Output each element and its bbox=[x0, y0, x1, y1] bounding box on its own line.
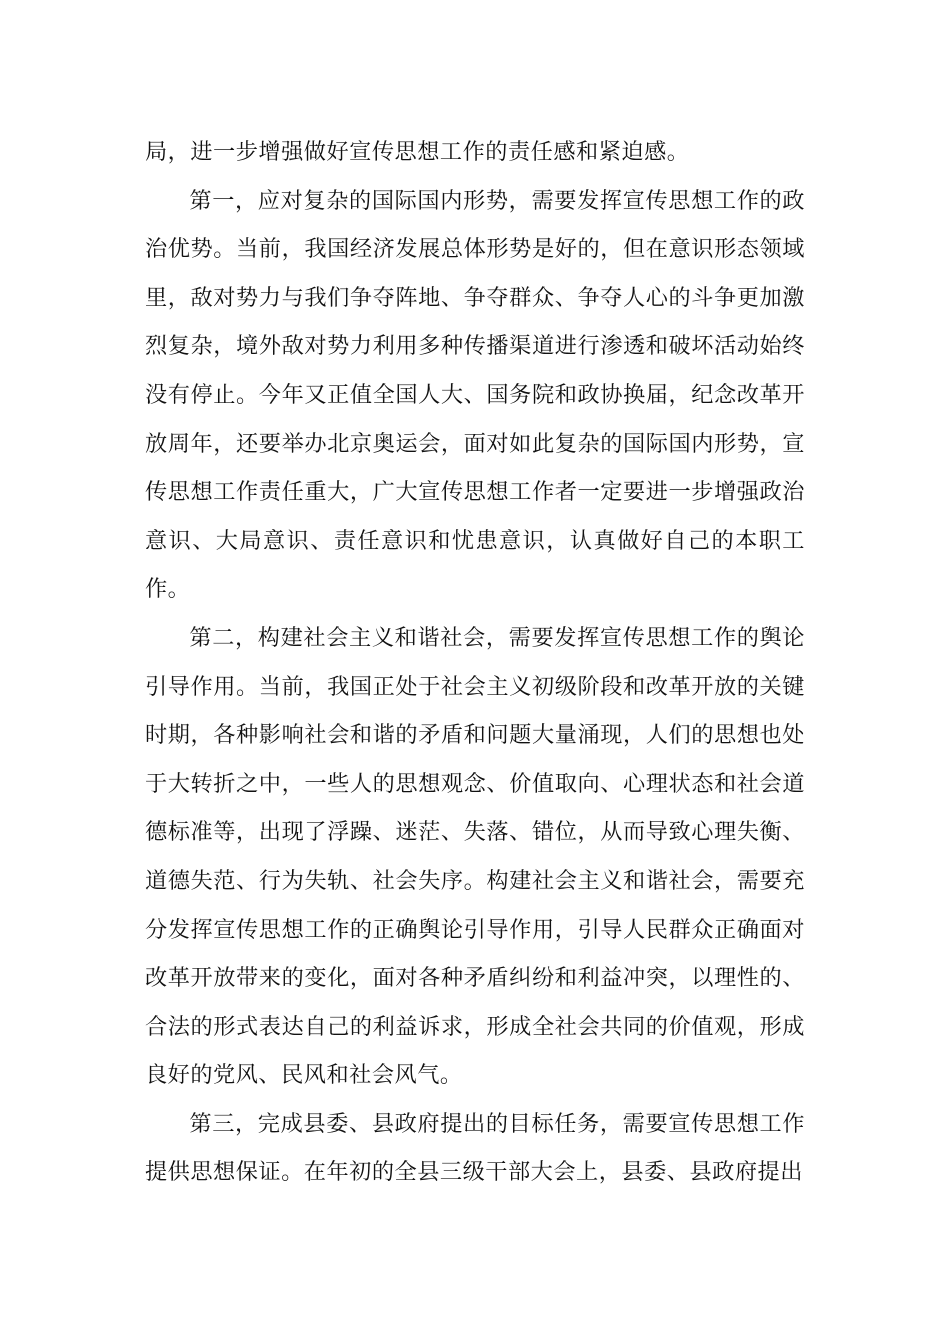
paragraph-first-point: 第一，应对复杂的国际国内形势，需要发挥宣传思想工作的政治优势。当前，我国经济发展总体形势是好的，但在意识形态领域里，敌对势力与我们争夺阵地、争夺群众、争夺人心的斗争更加激烈复杂，境外敌对势力利用多种传播渠道进行渗透和破坏活动始终没有停止。今年又正值全国人大、国务院和政协换届，纪念改革开放周年，还要举办北京奥运会，面对如此复杂的国际国内形势，宣传思想工作责任重大，广大宣传思想工作者一定要进一步增强政治意识、大局意识、责任意识和忧患意识，认真做好自己的本职工作。 bbox=[145, 187, 805, 603]
paragraph-second-point: 第二，构建社会主义和谐社会，需要发挥宣传思想工作的舆论引导作用。当前，我国正处于社会主义初级阶段和改革开放的关键时期，各种影响社会和谐的矛盾和问题大量涌现，人们的思想也处于大转折之中，一些人的思想观念、价值取向、心理状态和社会道德标准等，出现了浮躁、迷茫、失落、错位，从而导致心理失衡、道德失范、行为失轨、社会失序。构建社会主义和谐社会，需要充分发挥宣传思想工作的正确舆论引导作用，引导人民群众正确面对改革开放带来的变化，面对各种矛盾纠纷和利益冲突，以理性的、合法的形式表达自己的利益诉求，形成全社会共同的价值观，形成良好的党风、民风和社会风气。 bbox=[145, 624, 805, 1089]
paragraph-continuation: 局，进一步增强做好宣传思想工作的责任感和紧迫感。 bbox=[145, 139, 690, 165]
document-body bbox=[145, 128, 805, 1197]
paragraph-third-point: 第三，完成县委、县政府提出的目标任务，需要宣传思想工作提供思想保证。在年初的全县三级干部大会上，县委、县政府提出 bbox=[145, 1110, 805, 1186]
